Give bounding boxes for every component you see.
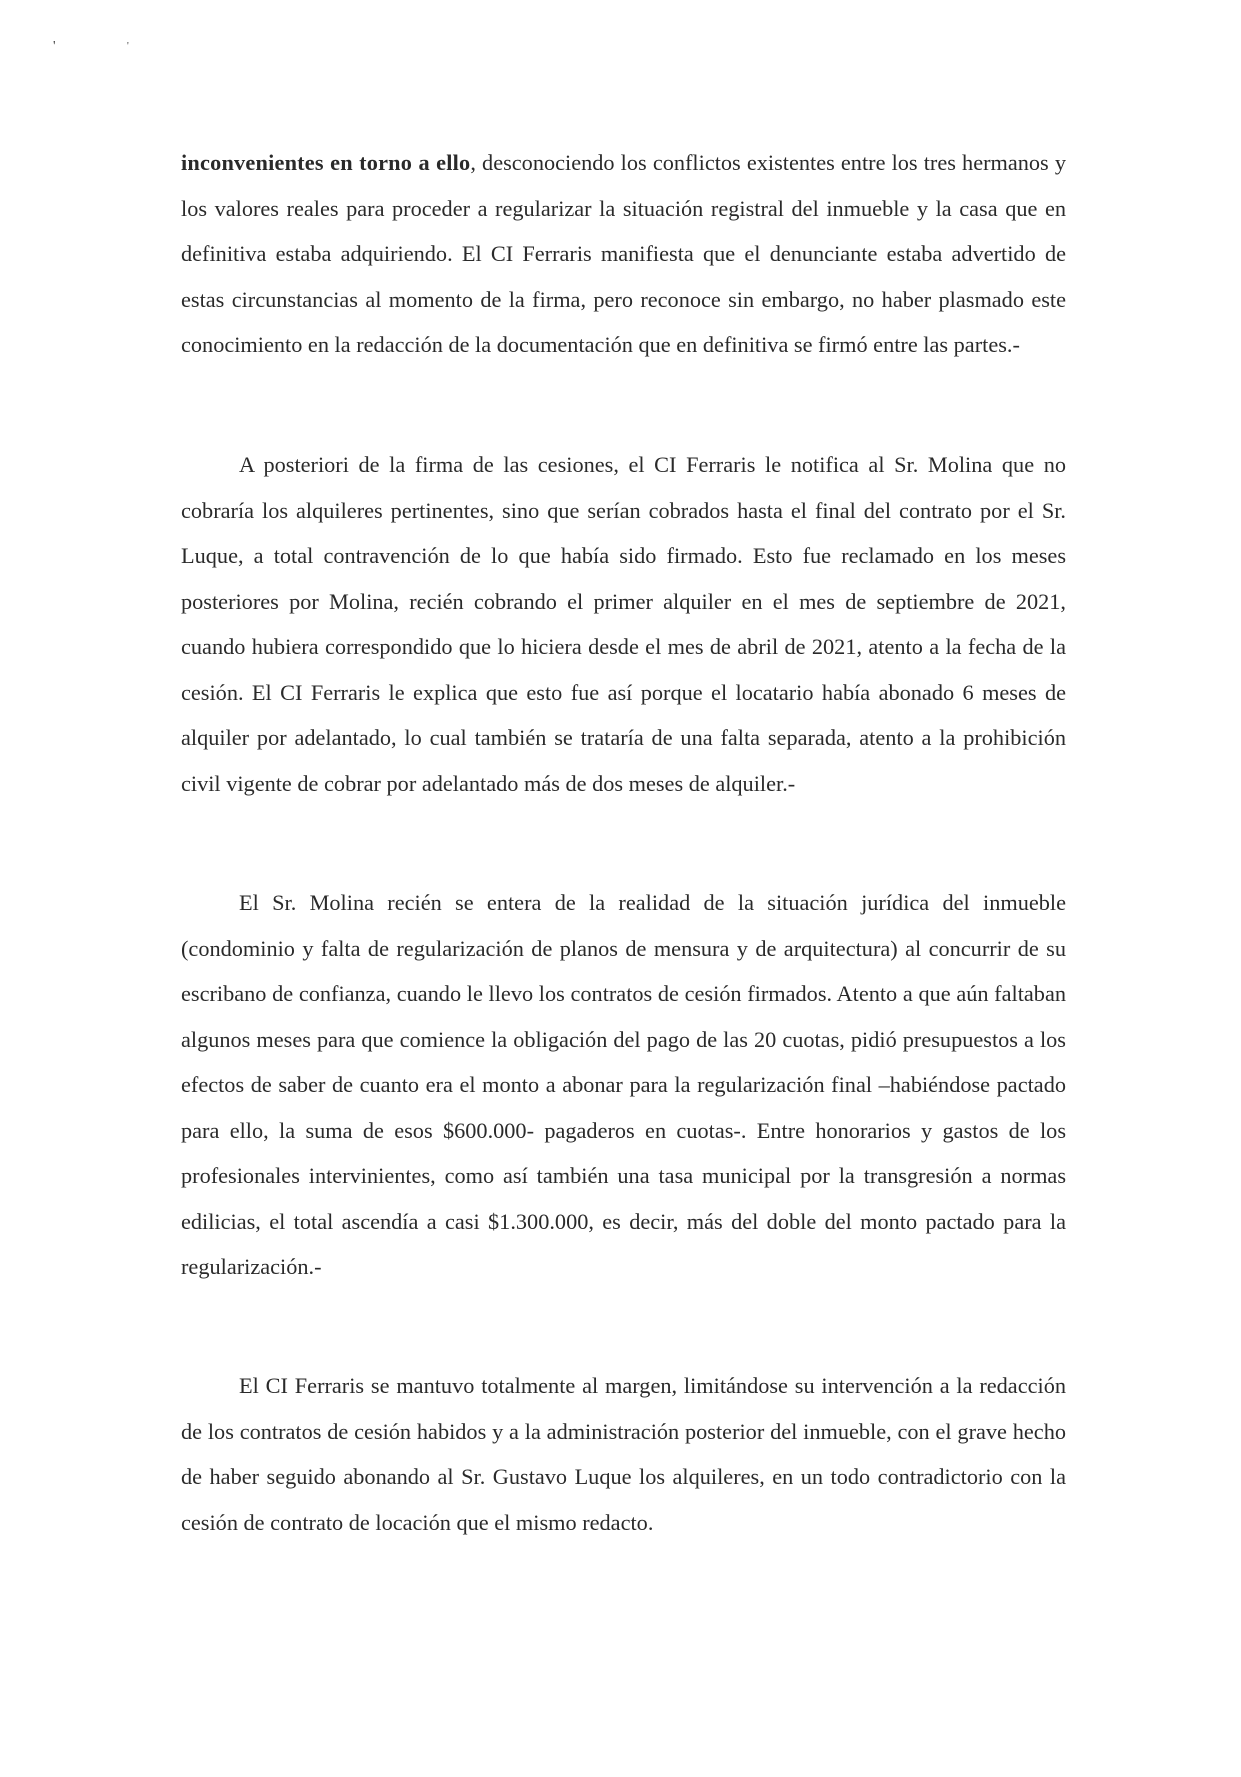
paragraph-2: A posteriori de la firma de las cesiones, el CI Ferraris le notifica al Sr. Molina que no cobraría los alquileres pertinentes, sino que serían cobrados hasta el final del contrato por el Sr. Luque, a total contravención de lo que había sido firmado. Esto fue reclamado en los meses posteriores por Molina, recién cobrando el primer alquiler en el mes de septiembre de 2021, cuando hubiera correspondido que lo hiciera desde el mes de abril de 2021, atento a la fecha de la cesión. El CI Ferraris le explica que esto fue así porque el locatario había abonado 6 meses de alquiler por adelantado, lo cual también se trataría de una falta separada, atento a la prohibición civil vigente de cobrar por adelantado más de dos meses de alquiler.- xyxy=(181,452,1066,796)
paragraph-4: El CI Ferraris se mantuvo totalmente al margen, limitándose su intervención a la redacción de los contratos de cesión habidos y a la administración posterior del inmueble, con el grave hecho de haber seguido abonando al Sr. Gustavo Luque los alquileres, en un todo contradictorio con la cesión de contrato de locación que el mismo redacto. xyxy=(181,1373,1066,1535)
paragraph-1-bold-lead: inconvenientes en torno a ello xyxy=(181,150,471,175)
scan-mark: ' xyxy=(53,39,56,54)
paragraph-1-text: , desconociendo los conflictos existentes entre los tres hermanos y los valores reales para proceder a regularizar la situación registral del inmueble y la casa que en definitiva estaba adquiriendo. El CI Ferraris manifiesta que el denunciante estaba advertido de estas circunstancias al momento de la firma, pero reconoce sin embargo, no haber plasmado este conocimiento en la redacción de la documentación que en definitiva se firmó entre las partes.- xyxy=(181,150,1066,357)
paragraph-1 xyxy=(181,140,1066,368)
scan-mark: ' xyxy=(127,41,129,52)
paragraph-3: El Sr. Molina recién se entera de la realidad de la situación jurídica del inmueble (condominio y falta de regularización de planos de mensura y de arquitectura) al concurrir de su escribano de confianza, cuando le llevo los contratos de cesión firmados. Atento a que aún faltaban algunos meses para que comience la obligación del pago de las 20 cuotas, pidió presupuestos a los efectos de saber de cuanto era el monto a abonar para la regularización final –habiéndose pactado para ello, la suma de esos $600.000- pagaderos en cuotas-. Entre honorarios y gastos de los profesionales intervinientes, como así también una tasa municipal por la transgresión a normas edilicias, el total ascendía a casi $1.300.000, es decir, más del doble del monto pactado para la regularización.- xyxy=(181,890,1066,1279)
